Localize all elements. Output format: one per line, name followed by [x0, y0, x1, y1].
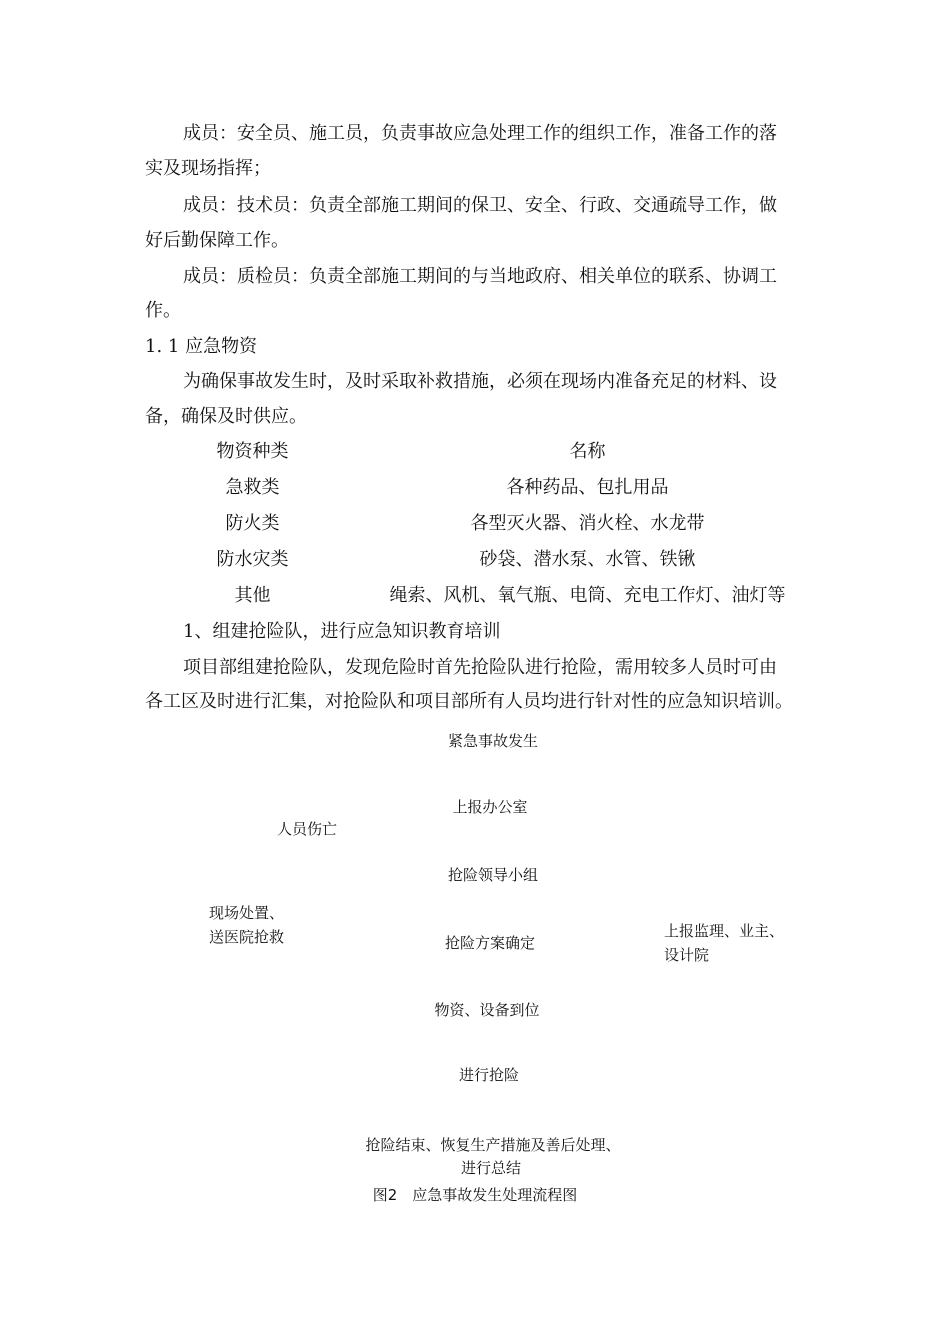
table-row — [145, 512, 805, 536]
table-cell-name: 绳索、风机、氧气瓶、电筒、充电工作灯、油灯等 — [389, 585, 786, 606]
flow-step-emergency-occurs: 紧急事故发生 — [447, 732, 538, 750]
table-cell-name: 各种药品、包扎用品 — [506, 477, 669, 498]
table-cell-category: 防火类 — [225, 513, 280, 534]
paragraph-safety-officer-line2: 实及现场指挥； — [145, 158, 271, 179]
materials-table-header — [145, 440, 805, 464]
flow-report-supervisor-line2: 设计院 — [664, 946, 710, 964]
flow-step-materials-ready: 物资、设备到位 — [434, 1001, 540, 1019]
paragraph-inspector-line2: 作。 — [145, 300, 181, 321]
paragraph-materials-intro-line2: 备，确保及时供应。 — [145, 406, 307, 427]
paragraph-inspector-line1: 成员：质检员：负责全部施工期间的与当地政府、相关单位的联系、协调工 — [183, 266, 777, 287]
table-cell-name: 各型灭火器、消火栓、水龙带 — [470, 513, 705, 534]
flow-onsite-handling-line1: 现场处置、 — [209, 904, 285, 922]
flow-casualty-label: 人员伤亡 — [277, 820, 338, 838]
flow-step-rescue: 进行抢险 — [458, 1066, 519, 1084]
table-row — [145, 476, 805, 500]
flow-report-supervisor-line1: 上报监理、业主、 — [664, 922, 785, 940]
paragraph-materials-intro-line1: 为确保事故发生时，及时采取补救措施，必须在现场内准备充足的材料、设 — [183, 371, 777, 392]
table-row — [145, 584, 805, 608]
flow-step-conclude-line2: 进行总结 — [460, 1159, 521, 1177]
flow-onsite-handling-line2: 送医院抢救 — [209, 928, 285, 946]
table-cell-category: 防水灾类 — [216, 549, 289, 570]
table-cell-category: 急救类 — [225, 477, 280, 498]
training-paragraph-line1: 项目部组建抢险队，发现危险时首先抢险队进行抢险，需用较多人员时可由 — [183, 657, 777, 678]
training-paragraph-line2: 各工区及时进行汇集，对抢险队和项目部所有人员均进行针对性的应急知识培训。 — [145, 691, 793, 712]
paragraph-technician-line2: 好后勤保障工作。 — [145, 230, 289, 251]
training-heading: 1、组建抢险队，进行应急知识教育培训 — [183, 621, 501, 642]
flow-step-plan-confirmed: 抢险方案确定 — [444, 934, 535, 952]
table-row — [145, 548, 805, 572]
table-header-category: 物资种类 — [216, 441, 289, 462]
flow-step-report-office: 上报办公室 — [452, 798, 528, 816]
flow-step-leadership-group: 抢险领导小组 — [447, 866, 538, 884]
figure-caption: 图2 应急事故发生处理流程图 — [372, 1186, 578, 1204]
table-cell-name: 砂袋、潜水泵、水管、铁锹 — [479, 549, 696, 570]
table-cell-category: 其他 — [234, 585, 271, 606]
paragraph-safety-officer-line1: 成员：安全员、施工员，负责事故应急处理工作的组织工作，准备工作的落 — [183, 123, 777, 144]
flow-step-conclude-line1: 抢险结束、恢复生产措施及善后处理、 — [365, 1136, 621, 1154]
section-heading-emergency-materials: 1. 1 应急物资 — [145, 336, 258, 357]
table-header-name: 名称 — [569, 441, 606, 462]
paragraph-technician-line1: 成员：技术员：负责全部施工期间的保卫、安全、行政、交通疏导工作，做 — [183, 195, 777, 216]
